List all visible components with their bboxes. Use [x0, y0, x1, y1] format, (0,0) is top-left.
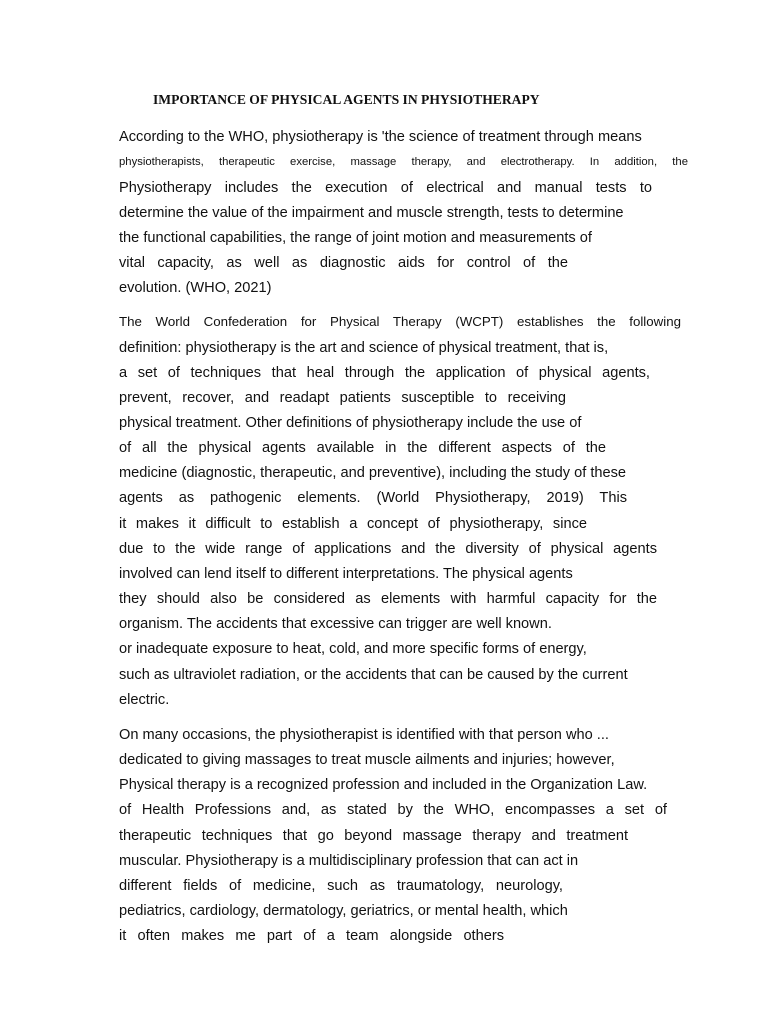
paragraph-2-line-7: medicine (diagnostic, therapeutic, and preventive), including the study of these: [119, 465, 627, 481]
paragraph-2-line-16: electric.: [119, 692, 170, 708]
paragraph-2-line-2: definition: physiotherapy is the art and science of physical treatment, that is,: [119, 340, 609, 356]
paragraph-1-line-7: evolution. (WHO, 2021): [119, 280, 272, 296]
paragraph-3-line-5: therapeutic techniques that go beyond massage therapy and treatment: [119, 828, 628, 844]
paragraph-2-line-13: organism. The accidents that excessive can trigger are well known.: [119, 616, 552, 632]
document-title: IMPORTANCE OF PHYSICAL AGENTS IN PHYSIOTHERAPY: [153, 92, 540, 107]
paragraph-3-line-7: different fields of medicine, such as traumatology, neurology,: [119, 878, 563, 894]
paragraph-3-line-3: Physical therapy is a recognized profession and included in the Organization Law.: [119, 777, 648, 793]
paragraph-3-line-9: it often makes me part of a team alongside others: [119, 928, 504, 944]
paragraph-2-line-10: due to the wide range of applications and the diversity of physical agents: [119, 541, 657, 557]
paragraph-2-line-4: prevent, recover, and readapt patients susceptible to receiving: [119, 390, 566, 406]
paragraph-2-line-8: agents as pathogenic elements. (World Physiotherapy, 2019) This: [119, 490, 627, 506]
paragraph-2-line-3: a set of techniques that heal through the application of physical agents,: [119, 365, 650, 381]
paragraph-2-line-12: they should also be considered as elements with harmful capacity for the: [119, 591, 657, 607]
paragraph-2-line-11: involved can lend itself to different interpretations. The physical agents: [119, 566, 573, 582]
paragraph-1-line-1: According to the WHO, physiotherapy is 'the science of treatment through means: [119, 129, 642, 145]
paragraph-3-line-2: dedicated to giving massages to treat muscle ailments and injuries; however,: [119, 752, 615, 768]
paragraph-1-line-5: the functional capabilities, the range of joint motion and measurements of: [119, 230, 592, 246]
paragraph-3-line-6: muscular. Physiotherapy is a multidisciplinary profession that can act in: [119, 853, 579, 869]
paragraph-2-line-9: it makes it difficult to establish a concept of physiotherapy, since: [119, 516, 587, 532]
paragraph-3-line-4: of Health Professions and, as stated by the WHO, encompasses a set of: [119, 802, 667, 818]
paragraph-1-line-3: Physiotherapy includes the execution of electrical and manual tests to: [119, 180, 652, 196]
paragraph-2-line-14: or inadequate exposure to heat, cold, and more specific forms of energy,: [119, 641, 587, 657]
paragraph-2-line-6: of all the physical agents available in the different aspects of the: [119, 440, 606, 456]
paragraph-2-line-5: physical treatment. Other definitions of physiotherapy include the use of: [119, 415, 582, 431]
paragraph-2-line-1: The World Confederation for Physical Therapy (WCPT) establishes the following: [119, 314, 681, 329]
paragraph-3-line-8: pediatrics, cardiology, dermatology, geriatrics, or mental health, which: [119, 903, 568, 919]
paragraph-1-line-2: physiotherapists, therapeutic exercise, massage therapy, and electrotherapy. In addition, the: [119, 156, 688, 168]
paragraph-2-line-15: such as ultraviolet radiation, or the accidents that can be caused by the current: [119, 667, 628, 683]
paragraph-1-line-6: vital capacity, as well as diagnostic aids for control of the: [119, 255, 568, 271]
paragraph-3-line-1: On many occasions, the physiotherapist is identified with that person who ...: [119, 727, 609, 743]
paragraph-1-line-4: determine the value of the impairment and muscle strength, tests to determine: [119, 205, 624, 221]
